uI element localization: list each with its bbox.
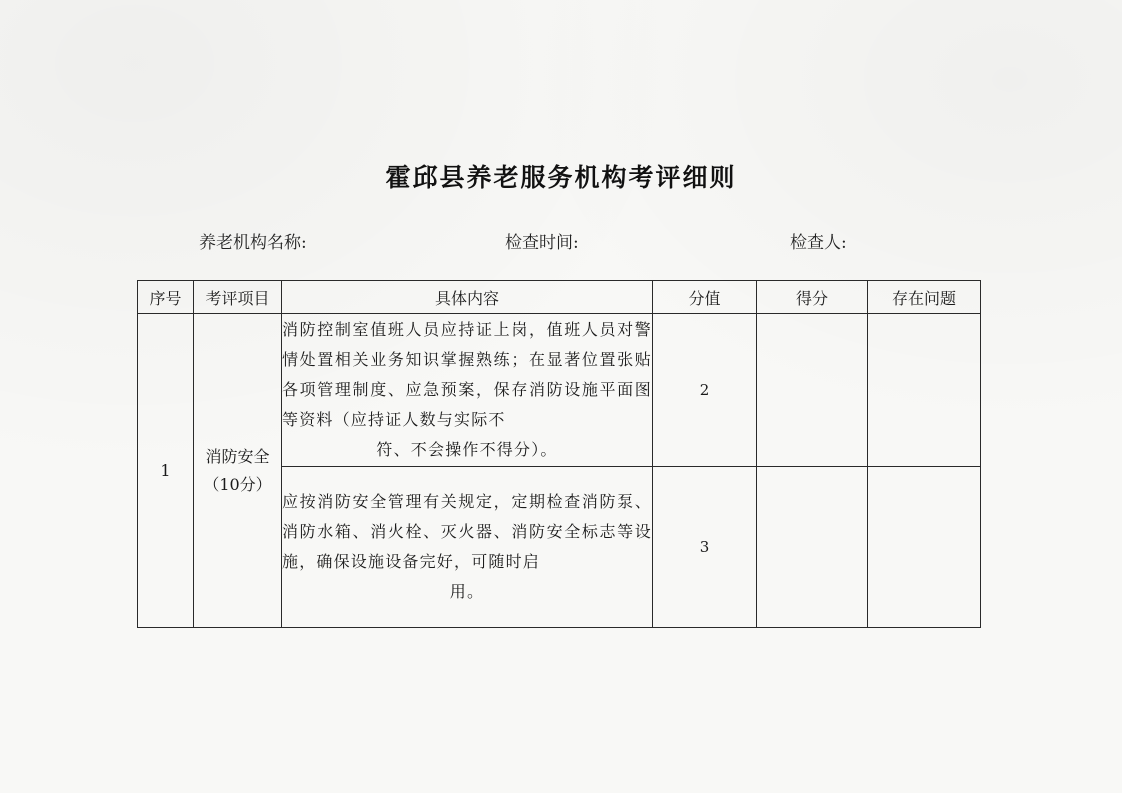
- header-got: 得分: [757, 281, 868, 314]
- header-issue: 存在问题: [868, 281, 981, 314]
- content-text: 应按消防安全管理有关规定，定期检查消防泵、消防水箱、消火栓、灭火器、消防安全标志等设施，确保设施设备完好，可随时启: [282, 492, 652, 571]
- score-cell: 2: [653, 314, 757, 467]
- inspection-time-label: 检查时间:: [505, 233, 579, 253]
- header-item: 考评项目: [194, 281, 282, 314]
- content-text: 消防控制室值班人员应持证上岗，值班人员对警情处置相关业务知识掌握熟练；在显著位置张贴各项管理制度、应急预案，保存消防设施平面图等资料（应持证人数与实际不: [282, 320, 652, 429]
- issue-cell: [868, 467, 981, 628]
- evaluation-table: [137, 280, 981, 628]
- got-score-cell: [757, 467, 868, 628]
- page-title: 霍邱县养老服务机构考评细则: [385, 163, 737, 192]
- item-name: 消防安全: [205, 446, 270, 466]
- evaluation-item: [194, 314, 282, 628]
- header-content: 具体内容: [282, 281, 653, 314]
- org-name-label: 养老机构名称:: [199, 233, 307, 253]
- content-text-end: 用。: [449, 582, 485, 601]
- header-score: 分值: [653, 281, 757, 314]
- got-score-cell: [757, 314, 868, 467]
- issue-cell: [868, 314, 981, 467]
- table-row: [138, 314, 981, 467]
- score-cell: 3: [653, 467, 757, 628]
- row-number: 1: [138, 314, 194, 628]
- content-text-end: 符、不会操作不得分）。: [376, 440, 558, 459]
- item-points: （10分）: [203, 474, 272, 494]
- header-no: 序号: [138, 281, 194, 314]
- content-cell: [282, 314, 653, 467]
- inspector-label: 检查人:: [790, 233, 847, 253]
- content-cell: [282, 467, 653, 628]
- table-header-row: [138, 281, 981, 314]
